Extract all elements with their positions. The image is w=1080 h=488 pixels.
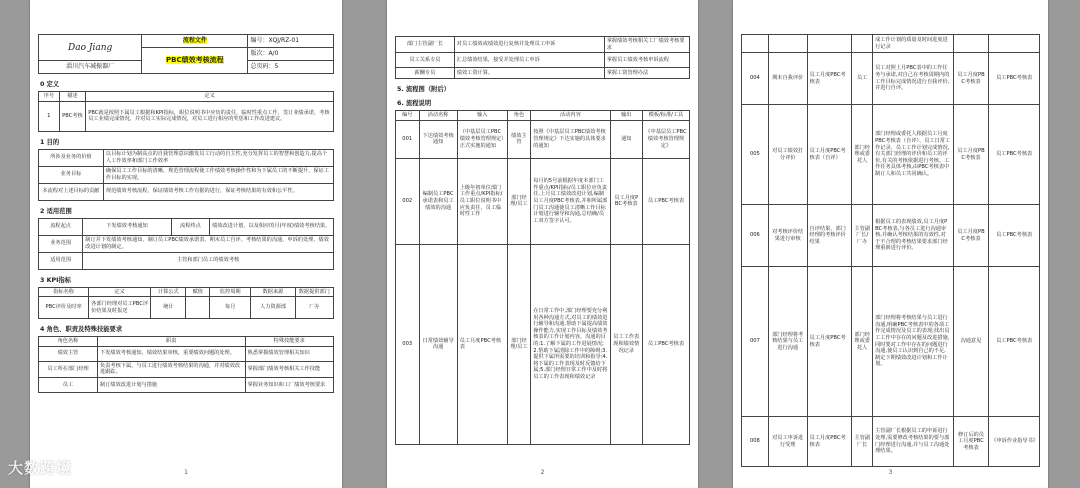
- section-kpi: 3 KPI指标: [40, 276, 72, 284]
- section-scope: 2 适用范围: [40, 207, 72, 215]
- doc-pages: 总页码：5: [248, 61, 334, 74]
- doc-version: 版次：A/0: [248, 48, 334, 61]
- watermark-logo: 大数跨境: [8, 459, 73, 477]
- doc-code: 编号：XQJ/RZ-01: [248, 35, 334, 48]
- company-name: 淄川汽车减振器厂: [39, 61, 142, 74]
- doc-type: 流程文件: [182, 37, 207, 44]
- section-purpose: 1 目的: [40, 138, 60, 146]
- section-roles: 4 角色、职责及特殊技能要求: [40, 326, 123, 334]
- roles-table-continued: 部门主管副厂长 对员工绩效或绩效进行复核并处理员工申诉 掌握绩效考核相关工厂绩效考核要求 员工关系专员 汇总绩效结果，接受并处理员工申诉 掌握员工绩效考核申诉流程 薪酬专员 绩效工资计算。 掌握工资管理办法: [395, 36, 690, 79]
- document-page-3: [733, 0, 1048, 488]
- scope-table: 流程起点 下发绩效考核通知 流程终点 绩效改进计划、以及相应的月(年度)绩效考核结果。 业务范围 制订并下发绩效考核通知、制订员工PBC绩效承诺表、期末员工自评、考核结果的沟通、申诉的处理、绩效改进计划的制定。 适用范围 主管和部门员工的绩效考核: [38, 218, 334, 270]
- doc-title: PBC绩效考核流程: [166, 56, 224, 64]
- definition-table: 序号 描述 定义 1 PBC考核 PBC就是按照下属员工根据和KPI指标，职位说明书中应负的责任，临时性重点工作，签订业绩承诺，考核员工业绩完成情况，并对员工实际完成情况，对员工进行相应的奖惩和工作改进建议。: [38, 91, 334, 132]
- flow-table-continued: 成工作计划的质量及时间进度进行记录 004 期末自我评价 员工月度PBC考核表 员工 员工对照上月PBC表中的工作任务与承诺,对自己在考核周期内的工作目标完成情况进行自我评价,并进行自评。 员工月度PBC考核表 员工PBC考核表 005 对员工绩效打分评价 员工月度PBC考核表（自评） 部门经理或委托人 部门经理或委托人根据员工月度PBC考核表（自评）、员工日常工作记录、员工工作计划完成情况,有关部门经理的评价和员工的评价,有关的考核依据进行考核。工作任务具体考核,由PBC考核表中制订人和员工共同确认。 员工月度PBC考核表 员工PBC考核表 006 对考核评价结果进行审核 自评结果、部门经理的考核评价结果 主管副厂长/厂办 根据员工的表现绩效,员工月度PBC考核表,与各员工进行沟通审核,并确认考核结果的有效性,对于不合理的考核结果要求部门经理重新进行评价。 员工月度PBC考核表 员工PBC考核表 007 部门经理将考核结果与员工进行沟通 员工月度PBC考核表 部门经理或委托人 部门经理将考核结果与员工进行沟通,明确PBC考核表中的各项工作完成情况及员工的表现;找出员工工作中存在的问题及改进措施,同时要对工作中存在的问题进行沟通,使员工认识到自己的不足,制定下期绩效改进计划和工作计划。 沟通意见 员工PBC考核表 008 对员工申诉进行受理 员工月度PBC考核表 主管副厂长 主管副厂长根据员工的申诉进行处理,需要修改考核结果的要与部门经理进行沟通,并与员工沟通处理结果。 修订后的员工月度PBC考核表 《申诉作业指导书》: [741, 34, 1040, 467]
- page-number: 2: [540, 469, 545, 476]
- section-definition: 0 定义: [40, 81, 60, 88]
- document-page-2: [387, 0, 698, 488]
- page-number: 1: [184, 469, 188, 476]
- section-flow-description: 6. 流程说明: [397, 100, 432, 108]
- roles-table: 角色名称 职责 特殊技能要求 绩效主管 下发绩效考核通知，绩效结果审核，重要绩效问题的处理。 熟悉掌握绩效管理相关知识 员工所在部门经理 负责考核下属，与员工进行绩效考核结果的沟通，并对绩效改进跟踪。 掌握部门绩效考核相关工作技能 员工 制订绩效改进计划与措施 掌握业务知识和工厂绩效考核要求: [38, 336, 334, 393]
- document-page-1: [30, 0, 342, 488]
- doc-header-table: [38, 34, 334, 74]
- page-number: 3: [888, 469, 893, 476]
- kpi-table: 指标名称 定义 计算公式 赋值 监控周期 数据来源 数据提供部门 PBC评价及时率 各部门经理对员工PBC评价结果及时报送 统计 每月 人力资源部 厂办: [38, 287, 334, 320]
- section-flowchart: 5. 流程图（附后）: [397, 86, 451, 94]
- company-logo: Dao Jiang: [39, 35, 142, 61]
- purpose-table: 所涉及业务的价值 以目标计划为制高点的自我管理意识激发员工行动的自主性,充分发挥员工的智慧和创造力,提高个人工作效率和部门工作效率 业务目标 确保员工工作目标的清晰，规范管理流程使工作绩效考核操作性和为下属员工的不断提升，保证工作目标的实现。 本流程对上述目标的贡献 规范绩效考核流程，保证绩效考核工作有据的进行，保证考核结果的有效和公平性。: [38, 149, 334, 201]
- flow-table: 编号 活动名称 输入 角色 活动内容 输出 模板/标准/工具 001 下达绩效考核通知 （中基层员工PBC绩效考核管理规定）正式实施的通知 绩效主管 按照《中基层员工PBC绩效考核管理规定》下达实施的具体要求的通知 通知 《中基层员工PBC绩效考核管理规定》 002 编制员工PBC承诺表和员工绩效的沟通 上级年初单位部门工作重点/KPI指标/员工职位说明书中应负责任，员工临时性工作 部门经理/员工 每月的5号前根据年度本部门工作重点/KPI指标/员工职位应负责任,上月员工绩效改进计划,编制员工月度PBC考核表,并和所属部门员工沟通使员工清晰工作目标计划进行辅导和沟通,总结确/员工双方签字认可。 员工月度PBC考核表 员工PBC考核表 003 日常绩效辅导沟通 员工月度PBC考核表 部门经理/员工 在日常工作中,部门经理要充分利用各种沟通方式,对员工的绩效进行辅导和沟通,帮助下属提高绩效操作能力,实现工作目标及绩效考核表的工作计划内容。沟通的目的:1.了解下属的工作进展情况;2.帮助下属清除工作中的障碍;3.提供下属所需要的培训和指导;4.将下属的工作表现及时反馈给下属;5.部门经理日常工作中及时将员工的工作表现和绩效记录 员工工作表现和绩效情况记录 员工PBC考核表: [395, 110, 690, 445]
